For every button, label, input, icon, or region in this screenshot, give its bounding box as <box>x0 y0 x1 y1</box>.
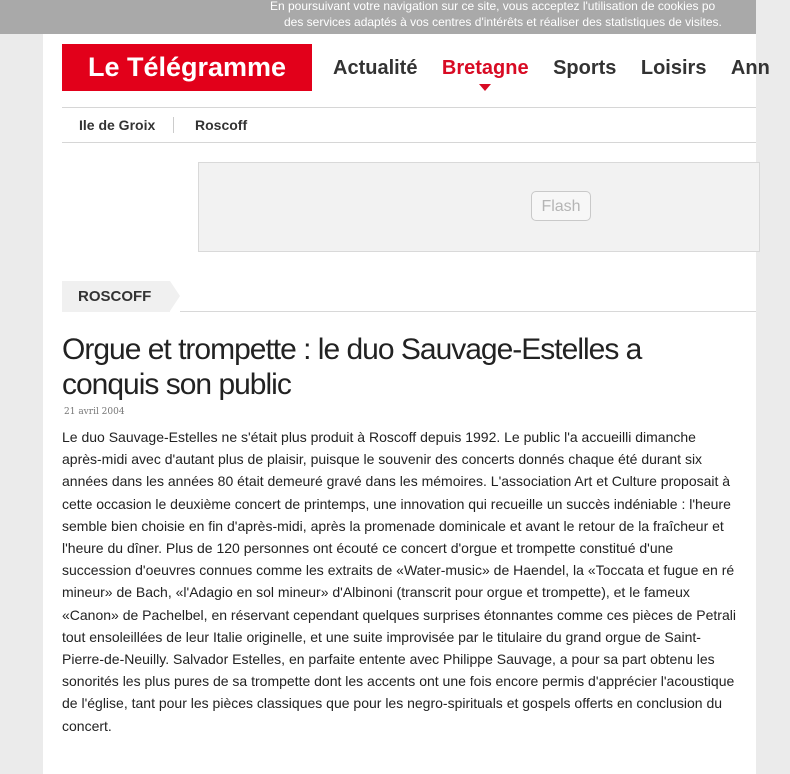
subnav-item-ile-de-groix[interactable]: Ile de Groix <box>79 117 156 133</box>
nav-item-actualite[interactable]: Actualité <box>333 57 418 79</box>
nav-item-bretagne[interactable]: Bretagne <box>442 54 529 82</box>
nav-item-annonces[interactable]: Ann <box>730 57 770 79</box>
article-body: Le duo Sauvage-Estelles ne s'était plus produit à Roscoff depuis 1992. Le public l'a accueilli dimanche après-midi avec d'autant plus de plaisir, puisque le souvenir des concerts donnés chaque été durant six années dans les années 80 était demeuré gravé dans les mémoires. L'association Art et Culture proposait à cette occasion le deuxième concert de printemps, une innovation qui recueille un succès indéniable : l'heure semble bien choisie en fin d'après-midi, après la promenade dominicale et avant le retour de la fraîcheur et l'heure du dîner. Plus de 120 personnes ont écouté ce concert d'orgue et trompette constitué d'une succession d'oeuvres connues comme les extraits de «Water-music» de Haendel, la «Toccata et fugue en ré mineur» de Bach, «l'Adagio en sol mineur» d'Albinoni (transcrit pour orgue et trompette), et le fameux «Canon» de Pachelbel, en réservant cependant quelques surprises étonnantes comme ces pièces de Petrali tout ensoleillées de leur Italie originelle, et une suite improvisée par le titulaire du grand orgue de Saint-Pierre-de-Neuilly. Salvador Estelles, en parfaite entente avec Philippe Sauvage, a pour sa part obtenu les sonorités les plus pures de sa trompette dont les accents ont une fois encore permis d'apprécier l'acoustique de l'église, tant pour les pièces classiques que pour les negro-spirituals et gospels offerts en conclusion du concert. <box>62 429 736 734</box>
cookie-banner <box>0 0 756 34</box>
section-tag[interactable]: ROSCOFF <box>62 281 170 312</box>
section-divider <box>180 311 756 312</box>
flash-plugin-button[interactable]: Flash <box>531 191 591 221</box>
nav-item-sports[interactable]: Sports <box>553 57 617 79</box>
cookie-banner-text-line1: En poursuivant votre navigation sur ce site, vous acceptez l'utilisation de cookies po <box>270 0 716 13</box>
article-date: 21 avril 2004 <box>64 407 125 417</box>
flash-ad-placeholder <box>198 162 760 252</box>
page-content <box>43 34 770 774</box>
sub-nav <box>62 107 756 143</box>
article-title: Orgue et trompette : le duo Sauvage-Estelles a conquis son public <box>62 333 642 401</box>
cookie-banner-text-line2: des services adaptés à vos centres d'intérêts et réaliser des statistiques de visites. <box>284 15 722 29</box>
subnav-divider <box>173 117 174 133</box>
main-nav <box>333 54 790 82</box>
nav-item-loisirs[interactable]: Loisirs <box>640 57 707 79</box>
subnav-item-roscoff[interactable]: Roscoff <box>195 117 248 133</box>
site-logo[interactable]: Le Télégramme <box>62 44 312 91</box>
